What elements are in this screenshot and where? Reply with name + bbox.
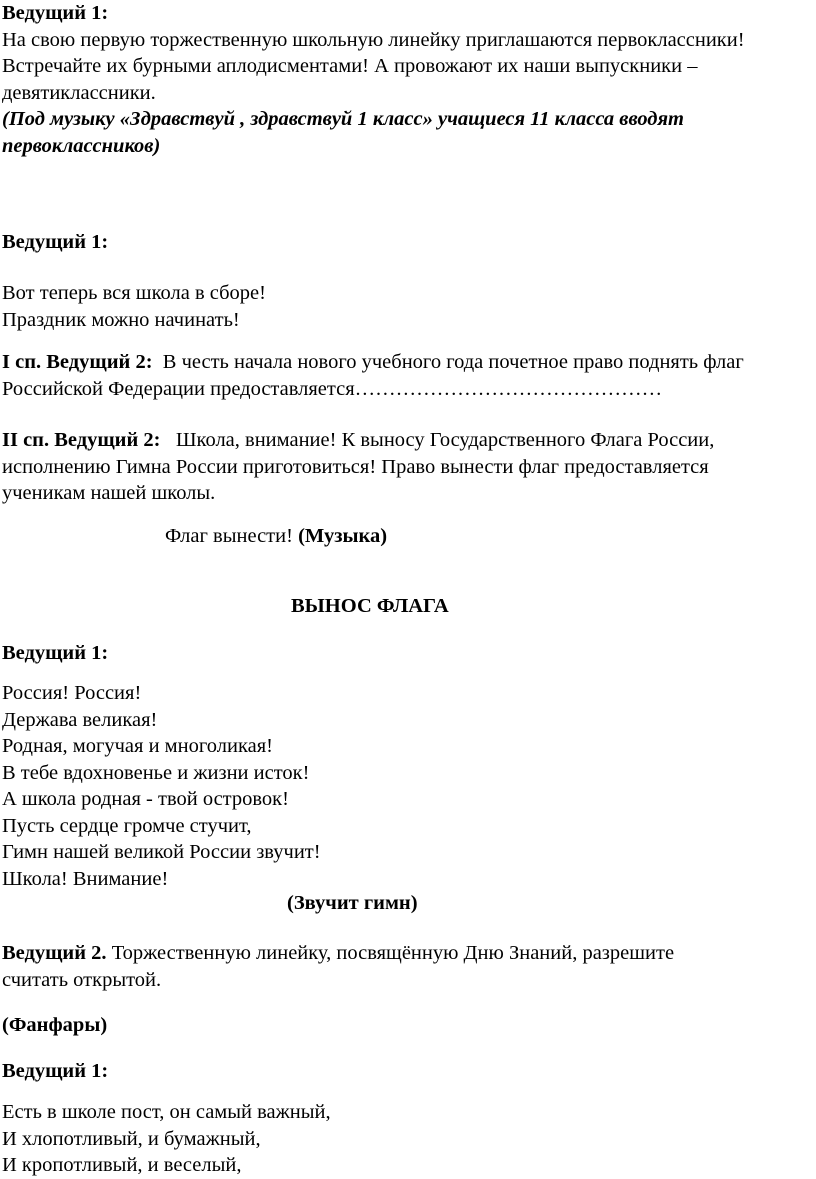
speaker-label: II сп. Ведущий 2:	[2, 429, 161, 451]
verse-line: И хлопотливый, и бумажный,	[2, 1127, 261, 1150]
text-line: Встречайте их бурными аплодисментами! А провожают их наши выпускники –	[2, 55, 698, 77]
speaker-label: I сп. Ведущий 2:	[2, 351, 153, 373]
verse-line: Школа! Внимание!	[2, 867, 169, 890]
fanfare-cue: (Фанфары)	[2, 1014, 108, 1036]
verse-line: И кропотливый, и веселый,	[2, 1154, 242, 1176]
music-cue: (Музыка)	[298, 525, 388, 547]
text-line: Российской Федерации предоставляется………………………………………	[2, 377, 663, 400]
section-heading: ВЫНОС ФЛАГА	[291, 595, 449, 617]
verse-line: Есть в школе пост, он самый важный,	[2, 1101, 331, 1123]
verse-block	[2, 280, 814, 333]
flag-raise-block	[2, 349, 814, 402]
speaker-block	[2, 1058, 814, 1085]
flag-command	[165, 523, 387, 550]
verse-line: Вот теперь вся школа в сборе!	[2, 282, 266, 304]
verse-line: Родная, могучая и многоликая!	[2, 735, 273, 757]
text-line: считать открытой.	[2, 968, 162, 991]
verse-line: Россия! Россия!	[2, 682, 142, 704]
command-text: Флаг вынести!	[165, 525, 293, 547]
verse-line: Гимн нашей великой России звучит!	[2, 841, 321, 863]
text-line: На свою первую торжественную школьную линейку приглашаются первоклассники!	[2, 28, 745, 51]
speaker-label: Ведущий 1:	[2, 642, 109, 664]
text-line: В честь начала нового учебного года почетное право поднять флаг	[162, 351, 744, 373]
speaker-label: Ведущий 2.	[2, 942, 107, 964]
verse-line: Держава великая!	[2, 708, 158, 731]
attention-block	[2, 427, 814, 507]
verse-line: А школа родная - твой островок!	[2, 788, 289, 810]
anthem-cue: (Звучит гимн)	[287, 892, 418, 914]
verse-line: Праздник можно начинать!	[2, 308, 240, 331]
poem-block	[2, 1099, 814, 1179]
opening-block	[2, 940, 814, 993]
speaker-block	[2, 229, 814, 256]
poem-block	[2, 680, 814, 892]
text-line: ученикам нашей школы.	[2, 482, 216, 504]
text-line: исполнению Гимна России приготовиться! Право вынести флаг предоставляется	[2, 455, 709, 478]
speaker-label: Ведущий 1:	[2, 2, 109, 24]
text-line: девятиклассники.	[2, 81, 156, 104]
intro-block	[2, 0, 814, 159]
text-line: Школа, внимание! К выносу Государственного Флага России,	[175, 429, 715, 451]
stage-direction: (Под музыку «Здравствуй , здравствуй 1 класс» учащиеся 11 класса вводят	[2, 108, 684, 130]
speaker-label: Ведущий 1:	[2, 1060, 109, 1082]
text-line: Торжественную линейку, посвящённую Дню Знаний, разрешите	[111, 942, 675, 964]
speaker-block	[2, 640, 814, 667]
stage-direction: первоклассников)	[2, 134, 161, 157]
verse-line: Пусть сердце громче стучит,	[2, 814, 252, 837]
verse-line: В тебе вдохновенье и жизни исток!	[2, 761, 310, 784]
speaker-label: Ведущий 1:	[2, 231, 109, 253]
